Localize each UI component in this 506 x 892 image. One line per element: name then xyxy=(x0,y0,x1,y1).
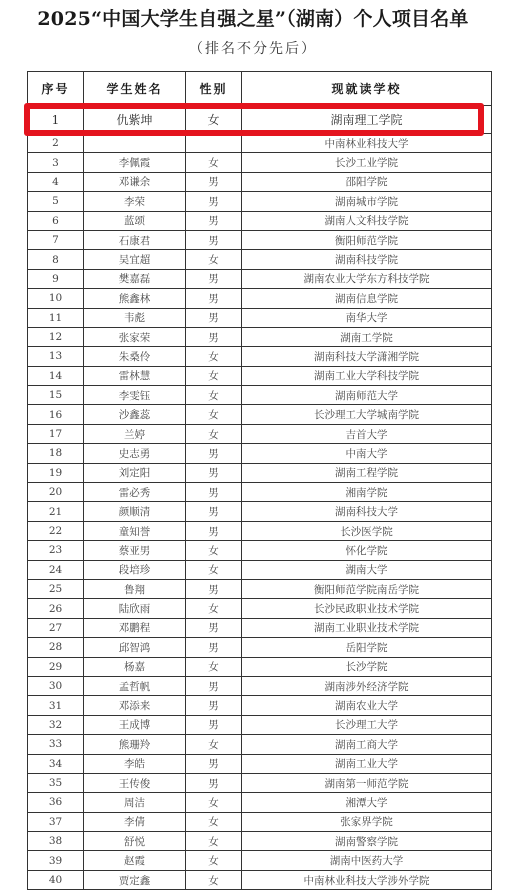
cell-gender: 女 xyxy=(186,812,242,831)
cell-gender: 女 xyxy=(186,851,242,870)
cell-serial-number: 11 xyxy=(28,308,84,327)
cell-gender: 女 xyxy=(186,250,242,269)
cell-gender: 男 xyxy=(186,192,242,211)
cell-student-name: 李皓 xyxy=(84,754,186,773)
cell-student-name: 孟哲帆 xyxy=(84,676,186,695)
cell-gender: 男 xyxy=(186,172,242,191)
cell-gender: 男 xyxy=(186,289,242,308)
cell-school: 怀化学院 xyxy=(242,541,492,560)
cell-gender: 女 xyxy=(186,657,242,676)
header-school: 现就读学校 xyxy=(242,72,492,106)
cell-school: 中南林业科技大学涉外学院 xyxy=(242,870,492,889)
cell-school: 湖南中医药大学 xyxy=(242,851,492,870)
table-row xyxy=(28,424,492,443)
cell-serial-number: 32 xyxy=(28,715,84,734)
cell-serial-number: 19 xyxy=(28,463,84,482)
cell-gender: 女 xyxy=(186,541,242,560)
student-roster-table xyxy=(27,71,492,890)
cell-serial-number: 39 xyxy=(28,851,84,870)
table-row xyxy=(28,657,492,676)
cell-serial-number: 3 xyxy=(28,153,84,172)
cell-student-name: 颜顺清 xyxy=(84,502,186,521)
cell-school: 湖南农业大学 xyxy=(242,696,492,715)
cell-serial-number: 30 xyxy=(28,676,84,695)
cell-school: 湘潭大学 xyxy=(242,793,492,812)
table-row xyxy=(28,192,492,211)
cell-school: 长沙学院 xyxy=(242,657,492,676)
cell-serial-number: 17 xyxy=(28,424,84,443)
table-row xyxy=(28,308,492,327)
cell-serial-number: 16 xyxy=(28,405,84,424)
cell-school: 湖南第一师范学院 xyxy=(242,773,492,792)
cell-school: 衡阳师范学院南岳学院 xyxy=(242,579,492,598)
cell-gender: 男 xyxy=(186,638,242,657)
document-title: 2025“中国大学生自强之星”（湖南）个人项目名单 xyxy=(37,8,469,30)
cell-school: 吉首大学 xyxy=(242,424,492,443)
cell-gender: 男 xyxy=(186,715,242,734)
cell-serial-number: 36 xyxy=(28,793,84,812)
cell-student-name: 童知誉 xyxy=(84,521,186,540)
cell-serial-number: 37 xyxy=(28,812,84,831)
table-row xyxy=(28,386,492,405)
table-row xyxy=(28,541,492,560)
table-row xyxy=(28,444,492,463)
cell-student-name: 李雯钰 xyxy=(84,386,186,405)
cell-student-name: 鲁翔 xyxy=(84,579,186,598)
cell-student-name: 周洁 xyxy=(84,793,186,812)
header-student-name: 学生姓名 xyxy=(84,72,186,106)
cell-gender: 男 xyxy=(186,211,242,230)
table-row xyxy=(28,106,492,134)
cell-school: 湖南科技大学潇湘学院 xyxy=(242,347,492,366)
cell-gender: 女 xyxy=(186,793,242,812)
table-row xyxy=(28,696,492,715)
cell-student-name: 邱智鸿 xyxy=(84,638,186,657)
cell-serial-number: 24 xyxy=(28,560,84,579)
cell-school: 长沙医学院 xyxy=(242,521,492,540)
table-row xyxy=(28,502,492,521)
cell-serial-number: 22 xyxy=(28,521,84,540)
table-row xyxy=(28,870,492,889)
cell-student-name: 贾定鑫 xyxy=(84,870,186,889)
cell-gender: 女 xyxy=(186,347,242,366)
cell-gender: 男 xyxy=(186,754,242,773)
cell-school: 湖南警察学院 xyxy=(242,832,492,851)
cell-gender: 女 xyxy=(186,599,242,618)
cell-school: 湖南农业大学东方科技学院 xyxy=(242,269,492,288)
table-header-row xyxy=(28,72,492,106)
cell-school: 湖南信息学院 xyxy=(242,289,492,308)
cell-school: 长沙理工大学 xyxy=(242,715,492,734)
cell-student-name: 兰婷 xyxy=(84,424,186,443)
cell-school: 湖南科技学院 xyxy=(242,250,492,269)
cell-school: 南华大学 xyxy=(242,308,492,327)
cell-gender: 女 xyxy=(186,106,242,134)
cell-serial-number: 12 xyxy=(28,327,84,346)
cell-serial-number: 15 xyxy=(28,386,84,405)
table-row xyxy=(28,289,492,308)
table-row xyxy=(28,327,492,346)
table-row xyxy=(28,134,492,153)
table-row xyxy=(28,851,492,870)
cell-student-name: 王成博 xyxy=(84,715,186,734)
table-row xyxy=(28,230,492,249)
header-gender: 性别 xyxy=(186,72,242,106)
cell-serial-number: 28 xyxy=(28,638,84,657)
cell-serial-number: 13 xyxy=(28,347,84,366)
cell-school: 湘南学院 xyxy=(242,483,492,502)
cell-student-name: 沙鑫蕊 xyxy=(84,405,186,424)
cell-school: 衡阳师范学院 xyxy=(242,230,492,249)
cell-gender: 男 xyxy=(186,269,242,288)
table-row xyxy=(28,638,492,657)
cell-gender: 男 xyxy=(186,483,242,502)
cell-student-name: 张家荣 xyxy=(84,327,186,346)
cell-student-name: 蓝颂 xyxy=(84,211,186,230)
cell-student-name: 蔡亚男 xyxy=(84,541,186,560)
cell-school: 长沙民政职业技术学院 xyxy=(242,599,492,618)
table-row xyxy=(28,812,492,831)
cell-serial-number: 31 xyxy=(28,696,84,715)
table-row xyxy=(28,211,492,230)
cell-student-name: 朱桑伶 xyxy=(84,347,186,366)
cell-serial-number: 40 xyxy=(28,870,84,889)
cell-gender: 女 xyxy=(186,870,242,889)
cell-school: 湖南工业职业技术学院 xyxy=(242,618,492,637)
cell-student-name: 邓鹏程 xyxy=(84,618,186,637)
cell-gender xyxy=(186,134,242,153)
cell-student-name: 赵霞 xyxy=(84,851,186,870)
table-row xyxy=(28,347,492,366)
cell-student-name: 刘定阳 xyxy=(84,463,186,482)
cell-gender: 男 xyxy=(186,327,242,346)
table-row xyxy=(28,618,492,637)
cell-gender: 女 xyxy=(186,153,242,172)
cell-school: 邵阳学院 xyxy=(242,172,492,191)
cell-school: 张家界学院 xyxy=(242,812,492,831)
cell-school: 湖南理工学院 xyxy=(242,106,492,134)
cell-student-name: 李倩 xyxy=(84,812,186,831)
cell-serial-number: 34 xyxy=(28,754,84,773)
cell-student-name: 杨嘉 xyxy=(84,657,186,676)
cell-school: 岳阳学院 xyxy=(242,638,492,657)
cell-gender: 女 xyxy=(186,560,242,579)
cell-gender: 男 xyxy=(186,579,242,598)
cell-serial-number: 29 xyxy=(28,657,84,676)
table-row xyxy=(28,832,492,851)
cell-gender: 男 xyxy=(186,230,242,249)
cell-student-name: 雷林慧 xyxy=(84,366,186,385)
cell-serial-number: 35 xyxy=(28,773,84,792)
cell-school: 长沙理工大学城南学院 xyxy=(242,405,492,424)
table-row xyxy=(28,366,492,385)
cell-school: 湖南涉外经济学院 xyxy=(242,676,492,695)
cell-gender: 男 xyxy=(186,696,242,715)
cell-student-name: 石康君 xyxy=(84,230,186,249)
cell-serial-number: 33 xyxy=(28,735,84,754)
cell-gender: 女 xyxy=(186,735,242,754)
cell-student-name: 史志勇 xyxy=(84,444,186,463)
table-row xyxy=(28,405,492,424)
table-row xyxy=(28,793,492,812)
cell-student-name: 李佩霞 xyxy=(84,153,186,172)
cell-serial-number: 20 xyxy=(28,483,84,502)
cell-gender: 男 xyxy=(186,773,242,792)
cell-gender: 男 xyxy=(186,618,242,637)
table-row xyxy=(28,463,492,482)
cell-student-name: 舒悦 xyxy=(84,832,186,851)
cell-serial-number: 4 xyxy=(28,172,84,191)
cell-student-name: 樊嘉磊 xyxy=(84,269,186,288)
cell-serial-number: 26 xyxy=(28,599,84,618)
cell-student-name: 陆欣雨 xyxy=(84,599,186,618)
cell-serial-number: 27 xyxy=(28,618,84,637)
cell-student-name: 熊珊羚 xyxy=(84,735,186,754)
cell-school: 中南林业科技大学 xyxy=(242,134,492,153)
cell-student-name: 王传俊 xyxy=(84,773,186,792)
cell-gender: 男 xyxy=(186,463,242,482)
cell-gender: 男 xyxy=(186,521,242,540)
table-row xyxy=(28,172,492,191)
cell-serial-number: 2 xyxy=(28,134,84,153)
header-serial-number: 序号 xyxy=(28,72,84,106)
table-row xyxy=(28,560,492,579)
document-subtitle: （排名不分先后） xyxy=(189,41,317,57)
cell-student-name: 段培珍 xyxy=(84,560,186,579)
table-row xyxy=(28,483,492,502)
cell-gender: 女 xyxy=(186,424,242,443)
cell-serial-number: 21 xyxy=(28,502,84,521)
table-row xyxy=(28,153,492,172)
table-row xyxy=(28,715,492,734)
cell-serial-number: 38 xyxy=(28,832,84,851)
cell-gender: 男 xyxy=(186,676,242,695)
table-row xyxy=(28,579,492,598)
cell-school: 湖南人文科技学院 xyxy=(242,211,492,230)
cell-serial-number: 23 xyxy=(28,541,84,560)
cell-serial-number: 5 xyxy=(28,192,84,211)
cell-serial-number: 10 xyxy=(28,289,84,308)
cell-school: 湖南工业大学 xyxy=(242,754,492,773)
cell-student-name: 韦彪 xyxy=(84,308,186,327)
table-row xyxy=(28,521,492,540)
table-row xyxy=(28,773,492,792)
cell-school: 湖南工程学院 xyxy=(242,463,492,482)
cell-gender: 女 xyxy=(186,386,242,405)
table-body xyxy=(28,106,492,890)
cell-student-name xyxy=(84,134,186,153)
cell-gender: 男 xyxy=(186,502,242,521)
cell-school: 湖南工商大学 xyxy=(242,735,492,754)
table-row xyxy=(28,754,492,773)
cell-serial-number: 6 xyxy=(28,211,84,230)
cell-school: 湖南师范大学 xyxy=(242,386,492,405)
table-row xyxy=(28,599,492,618)
cell-serial-number: 25 xyxy=(28,579,84,598)
cell-school: 湖南工学院 xyxy=(242,327,492,346)
cell-serial-number: 7 xyxy=(28,230,84,249)
table-row xyxy=(28,735,492,754)
cell-gender: 女 xyxy=(186,405,242,424)
table-row xyxy=(28,250,492,269)
cell-gender: 男 xyxy=(186,444,242,463)
table-row xyxy=(28,269,492,288)
cell-student-name: 熊鑫林 xyxy=(84,289,186,308)
cell-school: 湖南科技大学 xyxy=(242,502,492,521)
cell-school: 湖南工业大学科技学院 xyxy=(242,366,492,385)
cell-student-name: 雷必秀 xyxy=(84,483,186,502)
cell-school: 湖南大学 xyxy=(242,560,492,579)
cell-school: 湖南城市学院 xyxy=(242,192,492,211)
cell-student-name: 邓添来 xyxy=(84,696,186,715)
cell-gender: 女 xyxy=(186,832,242,851)
cell-serial-number: 1 xyxy=(28,106,84,134)
cell-gender: 女 xyxy=(186,366,242,385)
cell-serial-number: 9 xyxy=(28,269,84,288)
cell-gender: 男 xyxy=(186,308,242,327)
cell-serial-number: 18 xyxy=(28,444,84,463)
cell-student-name: 仇紫坤 xyxy=(84,106,186,134)
table-row xyxy=(28,676,492,695)
cell-school: 长沙工业学院 xyxy=(242,153,492,172)
cell-student-name: 吴宜超 xyxy=(84,250,186,269)
cell-serial-number: 14 xyxy=(28,366,84,385)
cell-student-name: 邓谦余 xyxy=(84,172,186,191)
cell-student-name: 李荣 xyxy=(84,192,186,211)
cell-serial-number: 8 xyxy=(28,250,84,269)
cell-school: 中南大学 xyxy=(242,444,492,463)
